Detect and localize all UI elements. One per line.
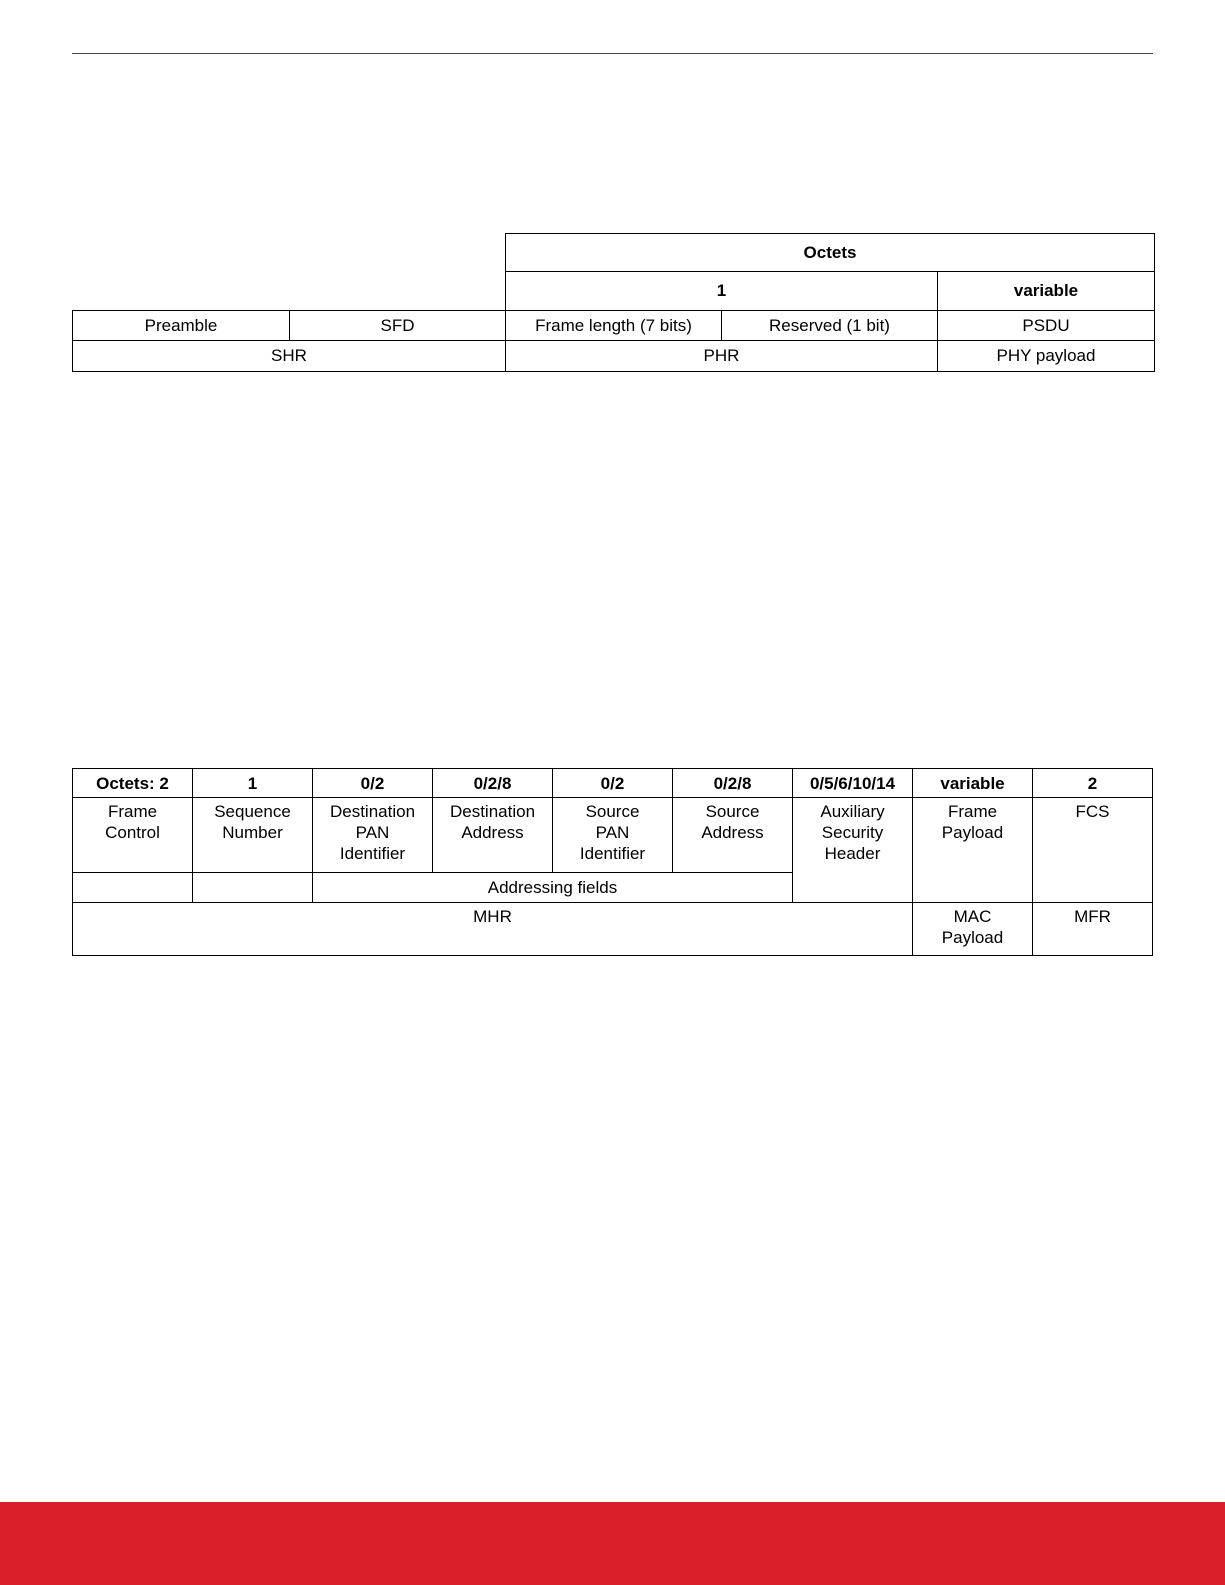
mac-groups-row xyxy=(73,903,1153,956)
mac-group-mac-payload xyxy=(913,903,1033,956)
phy-group-phr: PHR xyxy=(506,341,938,372)
phy-field-preamble: Preamble xyxy=(73,311,290,341)
phy-field-reserved: Reserved (1 bit) xyxy=(722,311,938,341)
mac-group-mfr xyxy=(1033,903,1153,956)
mac-sizes-row xyxy=(73,769,1153,798)
mac-field-sequence-number xyxy=(193,798,313,873)
phy-blank-cell xyxy=(73,272,506,311)
phy-size-phr: 1 xyxy=(506,272,938,311)
mac-field-label: Frame Control xyxy=(105,802,160,842)
mac-field-label: FCS xyxy=(1075,802,1110,821)
phy-field-sfd: SFD xyxy=(290,311,506,341)
mac-field-dest-pan-id xyxy=(313,798,433,873)
mac-group-mhr xyxy=(73,903,913,956)
mac-size-cell: 0/2 xyxy=(313,769,433,798)
mac-field-source-pan-id xyxy=(553,798,673,873)
mac-frame-table xyxy=(72,768,1153,956)
phy-group-payload: PHY payload xyxy=(938,341,1155,372)
mac-size-cell: 0/2 xyxy=(553,769,673,798)
mac-size-cell: variable xyxy=(913,769,1033,798)
phy-blank-cell xyxy=(73,234,506,272)
mac-size-cell: 1 xyxy=(193,769,313,798)
mac-empty-cell xyxy=(73,873,193,903)
mac-field-label: Sequence Number xyxy=(214,802,291,842)
mac-field-frame-control xyxy=(73,798,193,873)
mac-field-label: Source PAN Identifier xyxy=(579,802,646,863)
mac-field-aux-security-header xyxy=(793,798,913,903)
phy-octets-row xyxy=(73,234,1155,272)
phy-frame-table xyxy=(72,233,1155,372)
header-divider xyxy=(72,53,1153,54)
phy-octets-header: Octets xyxy=(506,234,1155,272)
mac-size-cell: 0/2/8 xyxy=(433,769,553,798)
mac-size-cell: Octets: 2 xyxy=(73,769,193,798)
mac-addressing-fields: Addressing fields xyxy=(313,873,793,903)
mac-field-label: Destination Address xyxy=(449,802,536,842)
phy-size-psdu: variable xyxy=(938,272,1155,311)
phy-sizes-row xyxy=(73,272,1155,311)
footer-bar xyxy=(0,1502,1225,1585)
mac-field-label: Destination PAN Identifier xyxy=(329,802,416,863)
mac-empty-cell xyxy=(193,873,313,903)
phy-field-frame-length: Frame length (7 bits) xyxy=(506,311,722,341)
mac-fields-row xyxy=(73,798,1153,873)
phy-fields-row xyxy=(73,311,1155,341)
mac-field-dest-address xyxy=(433,798,553,873)
mac-field-label: Source Address xyxy=(701,802,764,842)
phy-group-shr: SHR xyxy=(73,341,506,372)
mac-group-label: MHR xyxy=(473,907,512,926)
mac-size-cell: 2 xyxy=(1033,769,1153,798)
mac-field-label: Auxiliary Security Header xyxy=(820,802,885,863)
mac-size-cell: 0/5/6/10/14 xyxy=(793,769,913,798)
mac-group-label: MAC Payload xyxy=(941,907,1004,947)
mac-field-label: Frame Payload xyxy=(941,802,1004,842)
mac-field-source-address xyxy=(673,798,793,873)
mac-field-frame-payload xyxy=(913,798,1033,903)
mac-field-fcs xyxy=(1033,798,1153,903)
phy-groups-row xyxy=(73,341,1155,372)
mac-group-label: MFR xyxy=(1074,907,1111,926)
phy-field-psdu: PSDU xyxy=(938,311,1155,341)
mac-size-cell: 0/2/8 xyxy=(673,769,793,798)
